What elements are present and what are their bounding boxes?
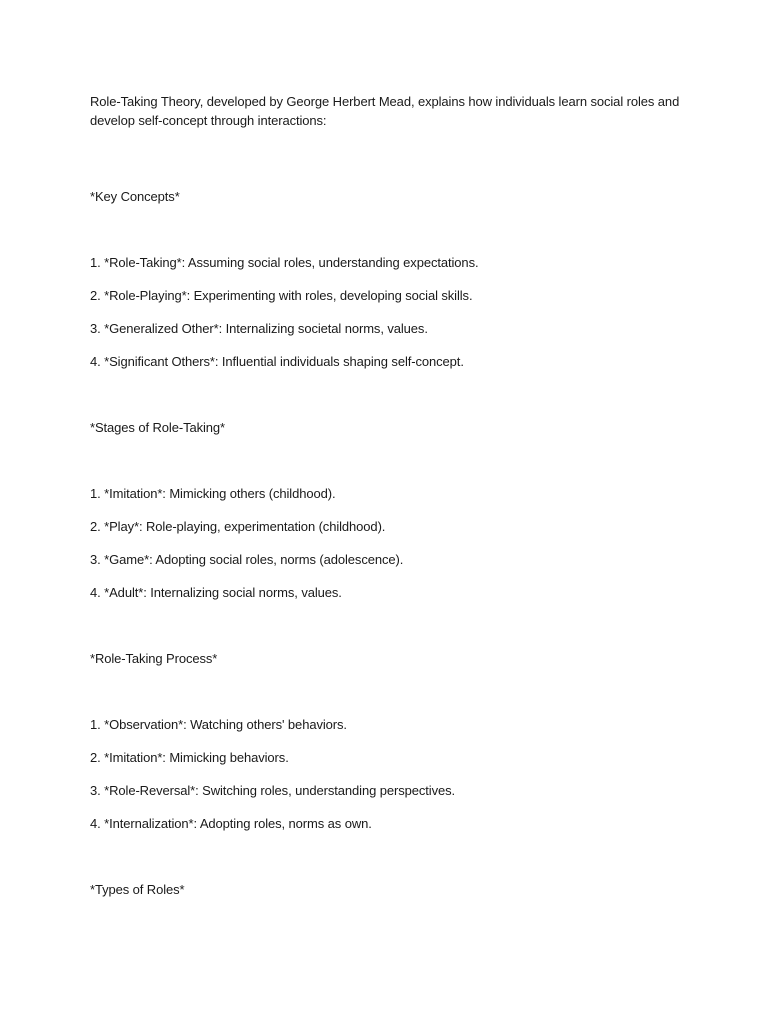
- section-role-taking-process: [90, 649, 690, 880]
- list-item: 3. *Generalized Other*: Internalizing societal norms, values.: [90, 321, 428, 336]
- spacer: [90, 385, 690, 418]
- key-concepts-list: [90, 253, 690, 385]
- document-body: [90, 92, 690, 899]
- list-item: 2. *Play*: Role-playing, experimentation (childhood).: [90, 519, 386, 534]
- list-item: 3. *Game*: Adopting social roles, norms (adolescence).: [90, 552, 404, 567]
- section-heading: *Stages of Role-Taking*: [90, 420, 226, 435]
- list-item: 3. *Role-Reversal*: Switching roles, understanding perspectives.: [90, 783, 456, 798]
- list-item: 1. *Imitation*: Mimicking others (childhood).: [90, 486, 336, 501]
- section-stages-of-role-taking: [90, 418, 690, 649]
- list-item: 4. *Adult*: Internalizing social norms, values.: [90, 585, 342, 600]
- section-heading: *Role-Taking Process*: [90, 651, 218, 666]
- list-item: 2. *Role-Playing*: Experimenting with roles, developing social skills.: [90, 288, 473, 303]
- section-types-of-roles: [90, 880, 690, 899]
- list-item: 2. *Imitation*: Mimicking behaviors.: [90, 750, 289, 765]
- section-heading: *Key Concepts*: [90, 189, 180, 204]
- spacer: [90, 847, 690, 880]
- intro-paragraph: Role-Taking Theory, developed by George Herbert Mead, explains how individuals learn social roles and develop self-concept through interactions:: [90, 94, 680, 128]
- list-item: 1. *Observation*: Watching others' behaviors.: [90, 717, 347, 732]
- stages-list: [90, 484, 690, 616]
- spacer: [90, 616, 690, 649]
- section-heading: *Types of Roles*: [90, 882, 185, 897]
- list-item: 1. *Role-Taking*: Assuming social roles, understanding expectations.: [90, 255, 479, 270]
- list-item: 4. *Significant Others*: Influential individuals shaping self-concept.: [90, 354, 464, 369]
- process-list: [90, 715, 690, 847]
- list-item: 4. *Internalization*: Adopting roles, norms as own.: [90, 816, 372, 831]
- section-key-concepts: [90, 187, 690, 418]
